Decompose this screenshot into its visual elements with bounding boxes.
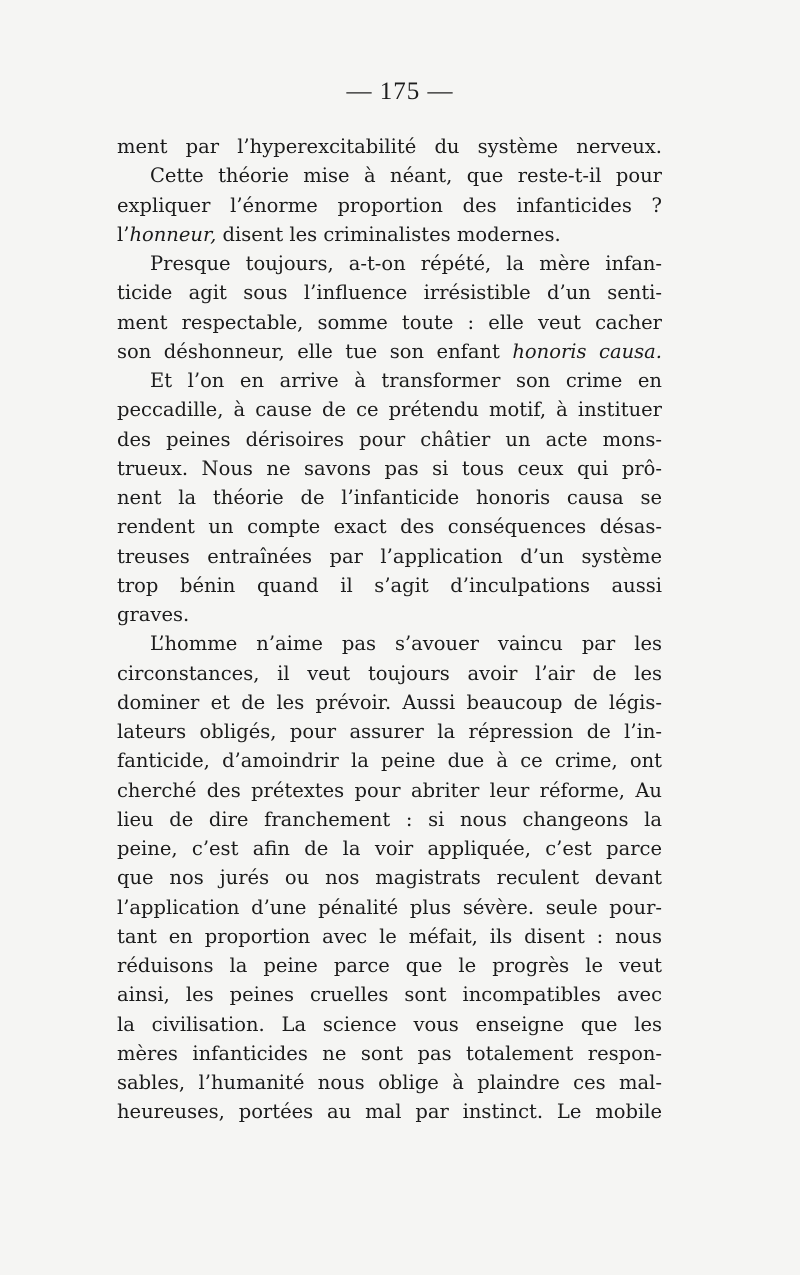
text-line: nent la théorie de l’infanticide honoris causa se <box>117 486 662 509</box>
text-line: treuses entraînées par l’application d’un système <box>117 544 662 568</box>
text-line: Et l’on en arrive à transformer son crime en <box>150 369 662 392</box>
text-line: des peines dérisoires pour châtier un acte mons- <box>117 427 662 451</box>
text-line: mères infanticides ne sont pas totalement respon- <box>117 1041 662 1065</box>
text-line: dominer et de les prévoir. Aussi beaucoup de légis- <box>117 690 662 714</box>
text-line: sables, l’humanité nous oblige à plaindre ces mal- <box>117 1071 662 1094</box>
text-line: l’honneur, disent les criminalistes modernes. <box>117 222 561 246</box>
text-line: circonstances, il veut toujours avoir l’air de les <box>117 661 662 685</box>
text-line: trop bénin quand il s’agit d’inculpations aussi <box>117 573 662 597</box>
body-text <box>117 132 662 1127</box>
text-line: heureuses, portées au mal par instinct. Le mobile <box>117 1100 662 1124</box>
text-line: ment respectable, somme toute : elle veut cacher <box>117 310 662 334</box>
text-line: réduisons la peine parce que le progrès le veut <box>117 954 662 977</box>
text-line: cherché des prétextes pour abriter leur réforme, Au <box>117 778 662 802</box>
italic-phrase: honoris causa. <box>512 339 662 363</box>
text-line: que nos jurés ou nos magistrats reculent devant <box>117 866 662 890</box>
text-line: lateurs obligés, pour assurer la répression de l’in- <box>117 720 662 743</box>
text-line: peine, c’est afin de la voir appliquée, c’est parce <box>117 837 662 860</box>
text-line: ment par l’hyperexcitabilité du système nerveux. <box>117 135 662 158</box>
text-line: ainsi, les peines cruelles sont incompatibles avec <box>117 983 662 1007</box>
text-line: rendent un compte exact des conséquences désas- <box>117 515 662 539</box>
text-line: fanticide, d’amoindrir la peine due à ce crime, ont <box>117 749 662 773</box>
italic-word: honneur, <box>129 222 217 246</box>
text-line: trueux. Nous ne savons pas si tous ceux qui prô- <box>117 456 662 480</box>
text-line: l’application d’une pénalité plus sévère. seule pour- <box>117 895 662 919</box>
page-number: — 175 — <box>346 78 454 105</box>
text-line: L’homme n’aime pas s’avouer vaincu par les <box>150 632 662 656</box>
text-line: son déshonneur, elle tue son enfant honoris causa. <box>117 339 662 363</box>
text-line: tant en proportion avec le méfait, ils disent : nous <box>117 924 662 948</box>
text-line: lieu de dire franchement : si nous changeons la <box>117 807 662 831</box>
text-line: Cette théorie mise à néant, que reste-t-il pour <box>150 164 662 188</box>
text-line: Presque toujours, a-t-on répété, la mère infan- <box>150 252 662 275</box>
text-line: la civilisation. La science vous enseigne que les <box>117 1012 662 1036</box>
text-line: ticide agit sous l’influence irrésistible d’un senti- <box>117 281 662 305</box>
text-line: peccadille, à cause de ce prétendu motif, à instituer <box>117 398 662 422</box>
text-line: graves. <box>117 603 190 626</box>
text-line: expliquer l’énorme proportion des infanticides ? <box>117 193 662 217</box>
